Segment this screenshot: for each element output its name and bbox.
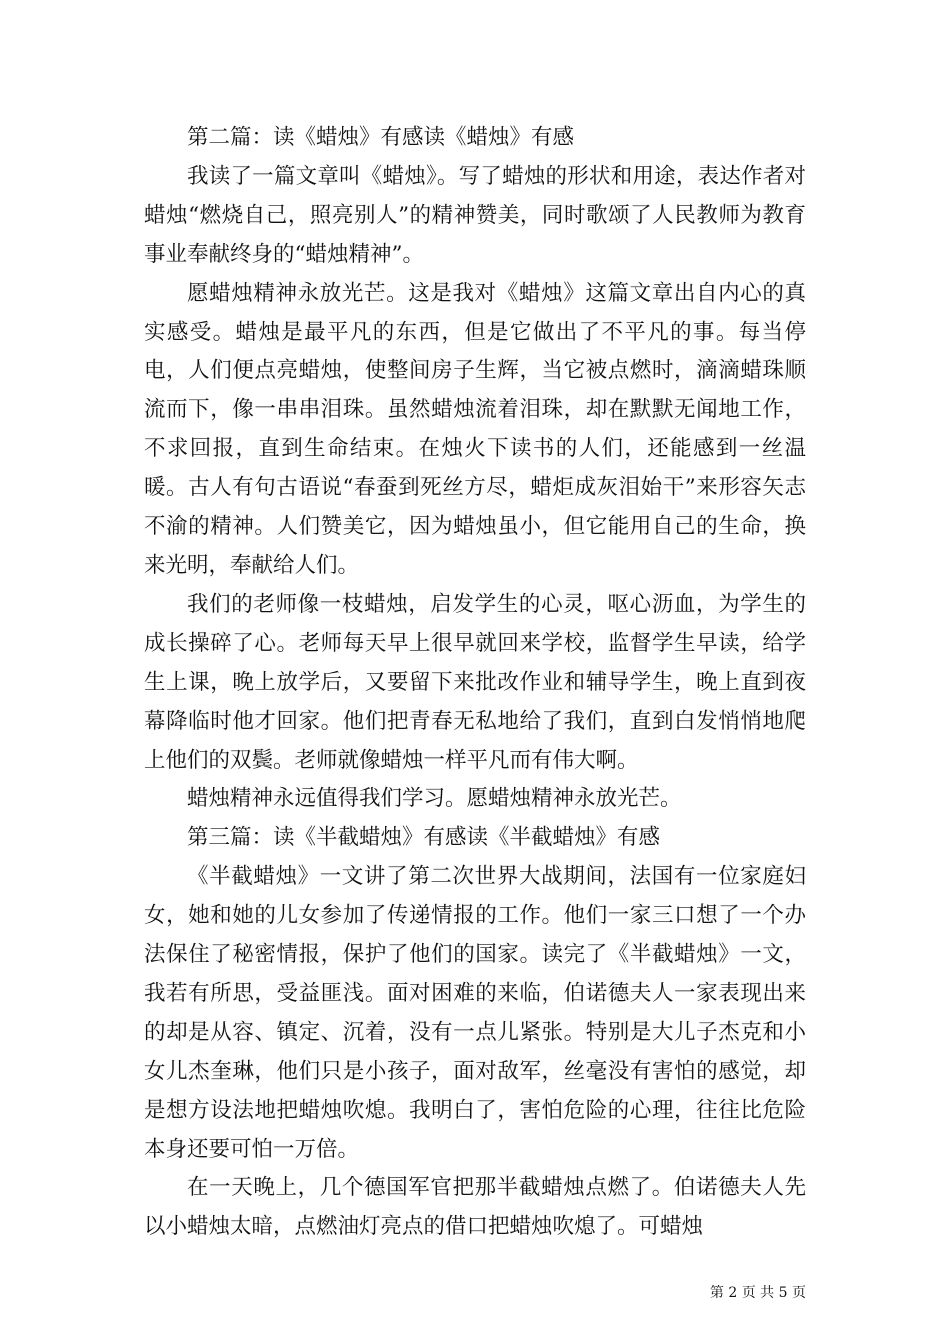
document-body [144,119,806,1247]
paragraph: 《半截蜡烛》一文讲了第二次世界大战期间，法国有一位家庭妇女，她和她的儿女参加了传递情报的工作。他们一家三口想了一个办法保住了秘密情报，保护了他们的国家。读完了《半截蜡烛》一文，我若有所思，受益匪浅。面对困难的来临，伯诺德夫人一家表现出来的却是从容、镇定、沉着，没有一点儿紧张。特别是大儿子杰克和小女儿杰奎琳，他们只是小孩子，面对敌军，丝毫没有害怕的感觉，却是想方设法地把蜡烛吹熄。我明白了，害怕危险的心理，往往比危险本身还要可怕一万倍。 [144,864,806,1162]
paragraph: 我们的老师像一枝蜡烛，启发学生的心灵，呕心沥血，为学生的成长操碎了心。老师每天早上很早就回来学校，监督学生早读，给学生上课，晚上放学后，又要留下来批改作业和辅导学生，晚上直到夜幕降临时他才回家。他们把青春无私地给了我们，直到白发悄悄地爬上他们的双鬓。老师就像蜡烛一样平凡而有伟大啊。 [144,591,806,773]
section-heading-3: 第三篇：读《半截蜡烛》有感读《半截蜡烛》有感 [187,825,661,851]
page-number-footer: 第 2 页 共 5 页 [709,1285,806,1301]
section-heading-2: 第二篇：读《蜡烛》有感读《蜡烛》有感 [187,125,575,150]
paragraph: 愿蜡烛精神永放光芒。这是我对《蜡烛》这篇文章出自内心的真实感受。蜡烛是最平凡的东西，但是它做出了不平凡的事。每当停电，人们便点亮蜡烛，使整间房子生辉，当它被点燃时，滴滴蜡珠顺流而下，像一串串泪珠。虽然蜡烛流着泪珠，却在默默无闻地工作，不求回报，直到生命结束。在烛火下读书的人们，还能感到一丝温暖。古人有句古语说“春蚕到死丝方尽，蜡炬成灰泪始干”来形容矢志不渝的精神。人们赞美它，因为蜡烛虽小，但它能用自己的生命，换来光明，奉献给人们。 [144,280,806,578]
paragraph: 在一天晚上，几个德国军官把那半截蜡烛点燃了。伯诺德夫人先以小蜡烛太暗，点燃油灯亮点的借口把蜡烛吹熄了。可蜡烛 [144,1175,806,1240]
paragraph: 我读了一篇文章叫《蜡烛》。写了蜡烛的形状和用途，表达作者对蜡烛“燃烧自己，照亮别人”的精神赞美，同时歌颂了人民教师为教育事业奉献终身的“蜡烛精神”。 [144,163,806,267]
paragraph: 蜡烛精神永远值得我们学习。愿蜡烛精神永放光芒。 [187,786,682,812]
